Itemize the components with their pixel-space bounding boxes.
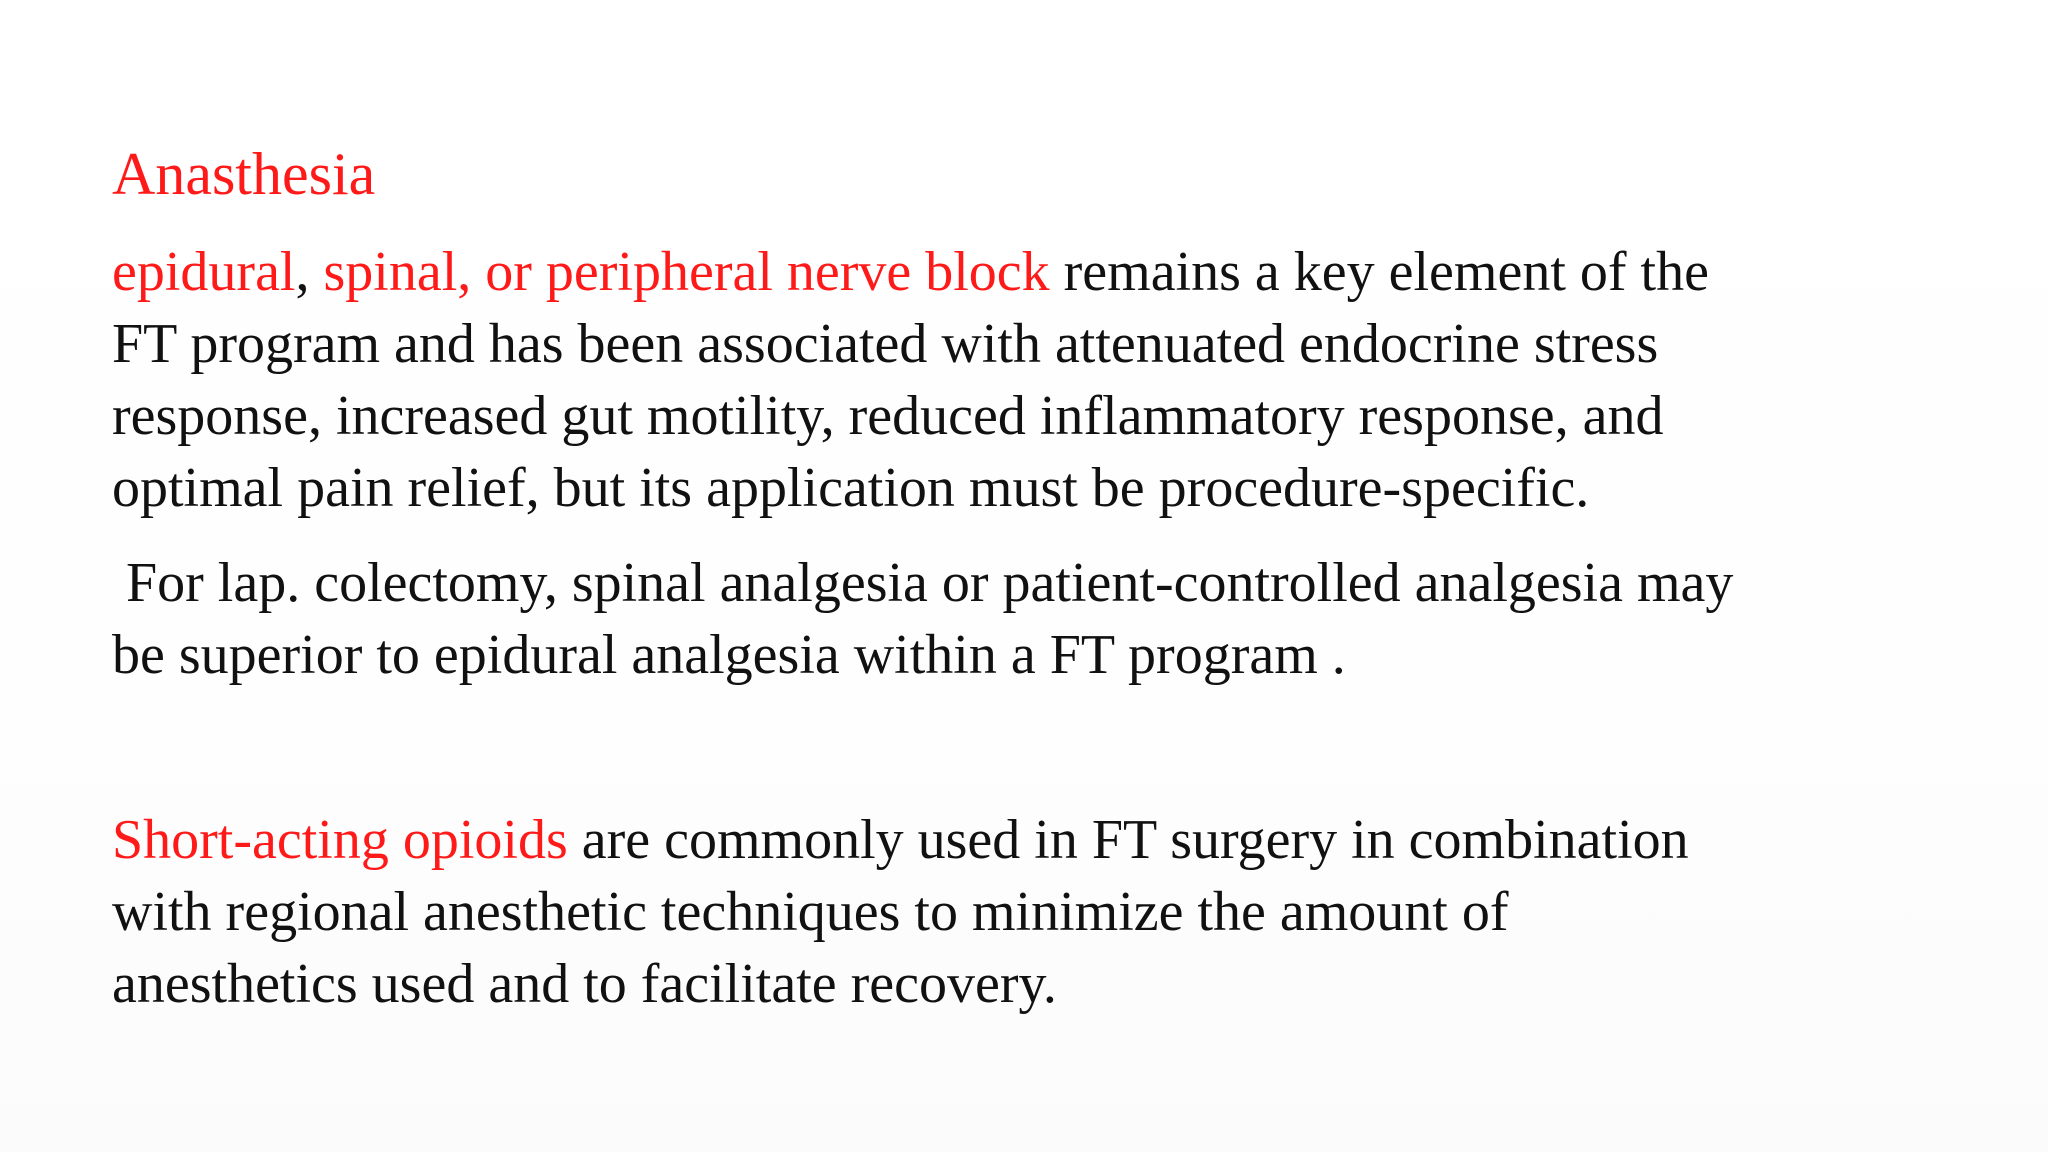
slide-title: Anasthesia	[112, 141, 376, 207]
highlight-short-acting-opioids: Short-acting opioids	[112, 809, 568, 871]
paragraph-line	[112, 804, 1912, 876]
paragraph-line: anesthetics used and to facilitate recovery.	[112, 953, 1057, 1015]
paragraph-line: be superior to epidural analgesia within a FT program .	[112, 624, 1346, 686]
highlight-epidural: epidural	[112, 241, 296, 303]
paragraph-line: response, increased gut motility, reduced inflammatory response, and	[112, 385, 1664, 447]
paragraph-line: For lap. colectomy, spinal analgesia or patient-controlled analgesia may	[126, 552, 1734, 614]
paragraph-line: FT program and has been associated with attenuated endocrine stress	[112, 313, 1659, 375]
comma-text: ,	[295, 241, 310, 303]
line-text: remains a key element of the	[1063, 241, 1709, 303]
paragraph-regional-anesthesia	[112, 236, 1912, 524]
highlight-spinal-nerve-block: spinal, or peripheral nerve block	[323, 241, 1050, 303]
paragraph-line	[112, 236, 1912, 308]
paragraph-lap-colectomy	[112, 547, 1912, 691]
paragraph-short-acting-opioids	[112, 804, 1912, 1020]
line-text: are commonly used in FT surgery in combination	[581, 809, 1689, 871]
paragraph-line: optimal pain relief, but its application must be procedure-specific.	[112, 457, 1590, 519]
paragraph-line: with regional anesthetic techniques to minimize the amount of	[112, 881, 1509, 943]
